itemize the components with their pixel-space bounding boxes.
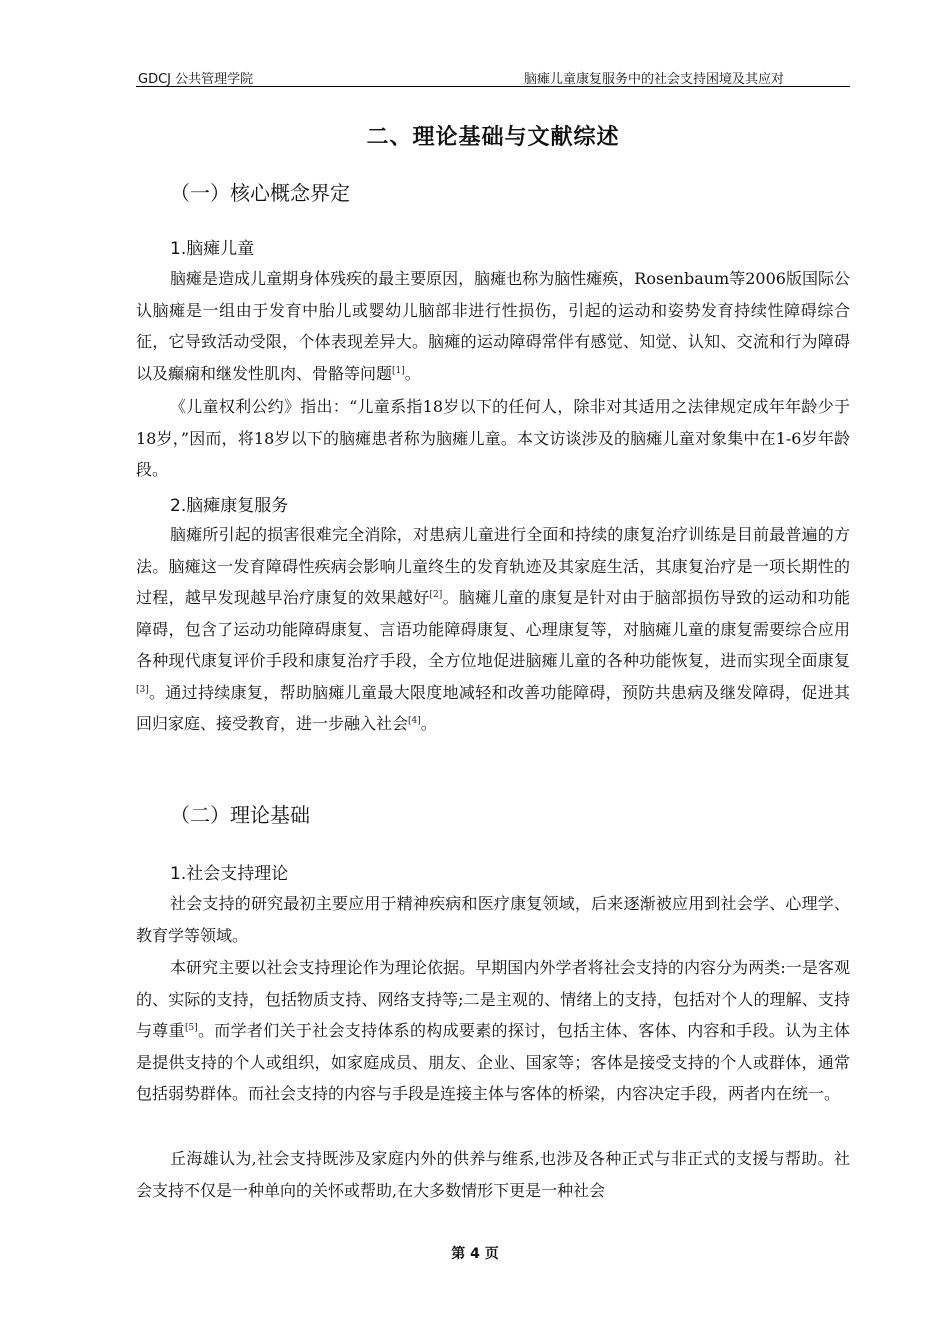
paragraph <box>136 519 850 740</box>
header-right-text: 脑瘫儿童康复服务中的社会支持困境及其应对 <box>524 72 785 87</box>
paragraph <box>136 263 850 389</box>
citation: [1] <box>392 365 405 376</box>
paragraph-text: 。而学者们关于社会支持体系的构成要素的探讨，包括主体、客体、内容和手段。认为主体是提供支持的个人或组织，如家庭成员、朋友、企业、国家等；客体是接受支持的个人或群体，通常包括弱势群体。而社会支持的内容与手段是连接主体与客体的桥梁，内容决定手段，两者内在统一。 <box>136 1021 850 1103</box>
paragraph-text: 。脑瘫儿童的康复是针对由于脑部损伤导致的运动和功能障碍，包含了运动功能障碍康复、言语功能障碍康复、心理康复等，对脑瘫儿童的康复需要综合应用各种现代康复评价手段和康复治疗手段，全方位地促进脑瘫儿童的各种功能恢复，进而实现全面康复 <box>136 588 850 670</box>
paragraph-text: 。 <box>420 714 437 733</box>
page-header <box>136 66 850 87</box>
subsection-heading-cerebral-palsy-children: 1.脑瘫儿童 <box>170 239 255 259</box>
citation: [2] <box>429 590 443 600</box>
paragraph: 《儿童权利公约》指出：“儿童系指18岁以下的任何人，除非对其适用之法律规定成年年龄少于18岁，”因而，将18岁以下的脑瘫患者称为脑瘫儿童。本文访谈涉及的脑瘫儿童对象集中在1-6岁年龄段。 <box>136 397 850 479</box>
header-left-text: GDCJ 公共管理学院 <box>138 72 254 87</box>
citation: [4] <box>408 716 421 726</box>
paragraph-text: 。通过持续康复，帮助脑瘫儿童最大限度地减轻和改善功能障碍，预防共患病及继发障碍，促进其回归家庭、接受教育，进一步融入社会 <box>136 682 850 733</box>
paragraph: 社会支持的研究最初主要应用于精神疾病和医疗康复领域，后来逐渐被应用到社会学、心理学、教育学等领域。 <box>136 894 850 945</box>
paragraph: 丘海雄认为,社会支持既涉及家庭内外的供养与维系,也涉及各种正式与非正式的支援与帮助。社会支持不仅是一种单向的关怀或帮助,在大多数情形下更是一种社会 <box>136 1149 850 1200</box>
paragraph-text: 。 <box>404 363 421 383</box>
section-heading-1: （一）核心概念界定 <box>170 181 350 205</box>
section-heading-2: （二）理论基础 <box>170 803 310 827</box>
subsection-heading-rehabilitation-service: 2.脑瘫康复服务 <box>170 496 289 516</box>
citation: [3] <box>136 684 149 695</box>
chapter-title: 二、理论基础与文献综述 <box>366 125 620 150</box>
paragraph-text: 脑瘫所引起的损害很难完全消除，对患病儿童进行全面和持续的康复治疗训练是目前最普遍的方法。脑瘫这一发育障碍性疾病会影响儿童终生的发育轨迹及其家庭生活，其康复治疗是一项长期性的过程，越早发现越早治疗康复的效果越好 <box>136 525 850 607</box>
paragraph-text: 脑瘫是造成儿童期身体残疾的最主要原因，脑瘫也称为脑性瘫痪，Rosenbaum等2006版国际公认脑瘫是一组由于发育中胎儿或婴幼儿脑部非进行性损伤，引起的运动和姿势发育持续性障碍综合征，它导致活动受限，个体表现差异大。脑瘫的运动障碍常伴有感觉、知觉、认知、交流和行为障碍以及癫痫和继发性肌肉、骨骼等问题 <box>136 269 850 383</box>
paragraph <box>136 952 850 1110</box>
subsection-heading-social-support-theory: 1.社会支持理论 <box>170 864 289 884</box>
paragraph-text: 本研究主要以社会支持理论作为理论依据。早期国内外学者将社会支持的内容分为两类:一是客观的、实际的支持，包括物质支持、网络支持等;二是主观的、情绪上的支持，包括对个人的理解、支持与尊重 <box>136 958 850 1040</box>
page-number: 第 4 页 <box>451 1246 499 1262</box>
citation: [5] <box>184 1023 198 1033</box>
